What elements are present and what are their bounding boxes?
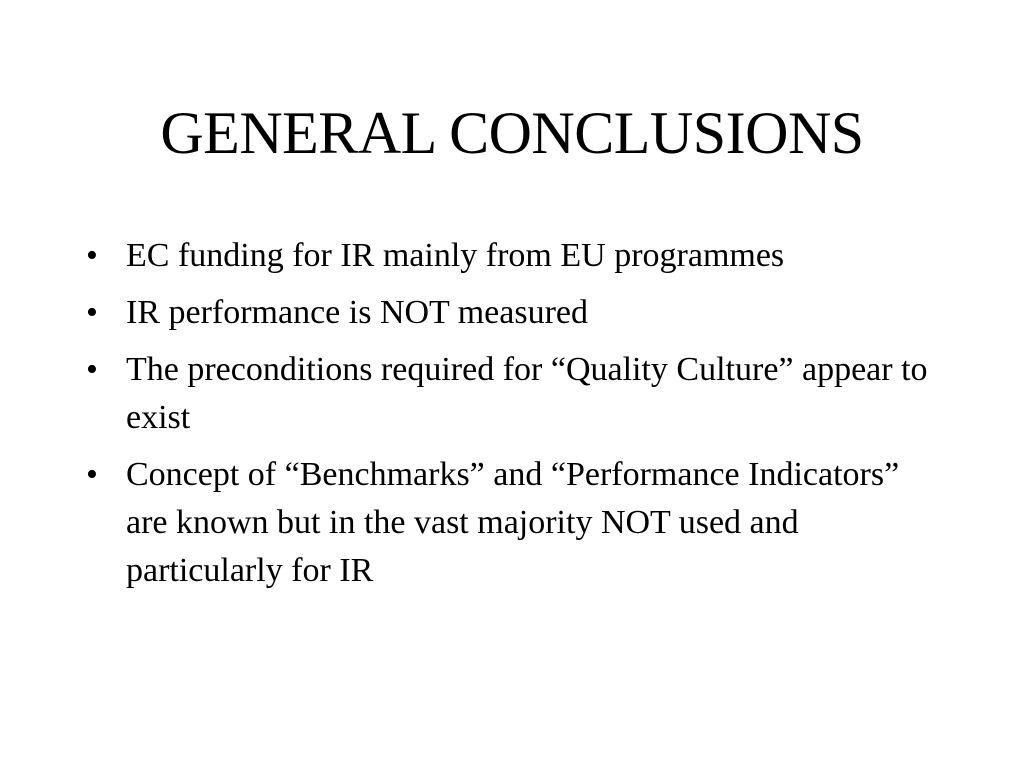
bullet-icon: • bbox=[86, 456, 98, 493]
slide-title: GENERAL CONCLUSIONS bbox=[160, 100, 864, 166]
bullet-item-performance bbox=[80, 289, 940, 337]
bullet-item-quality-culture bbox=[80, 346, 940, 442]
bullet-item-funding bbox=[80, 232, 940, 280]
bullet-icon: • bbox=[86, 237, 98, 274]
bullet-text: The preconditions required for “Quality Culture” appear to exist bbox=[126, 351, 928, 436]
bullet-list bbox=[80, 232, 940, 604]
bullet-icon: • bbox=[86, 294, 98, 331]
bullet-text: EC funding for IR mainly from EU programmes bbox=[126, 237, 785, 274]
bullet-text: IR performance is NOT measured bbox=[126, 294, 588, 331]
bullet-text: Concept of “Benchmarks” and “Performance Indicators” are known but in the vast majority NOT used and particularly for IR bbox=[126, 456, 900, 589]
bullet-icon: • bbox=[86, 351, 98, 388]
bullet-item-benchmarks bbox=[80, 451, 940, 595]
